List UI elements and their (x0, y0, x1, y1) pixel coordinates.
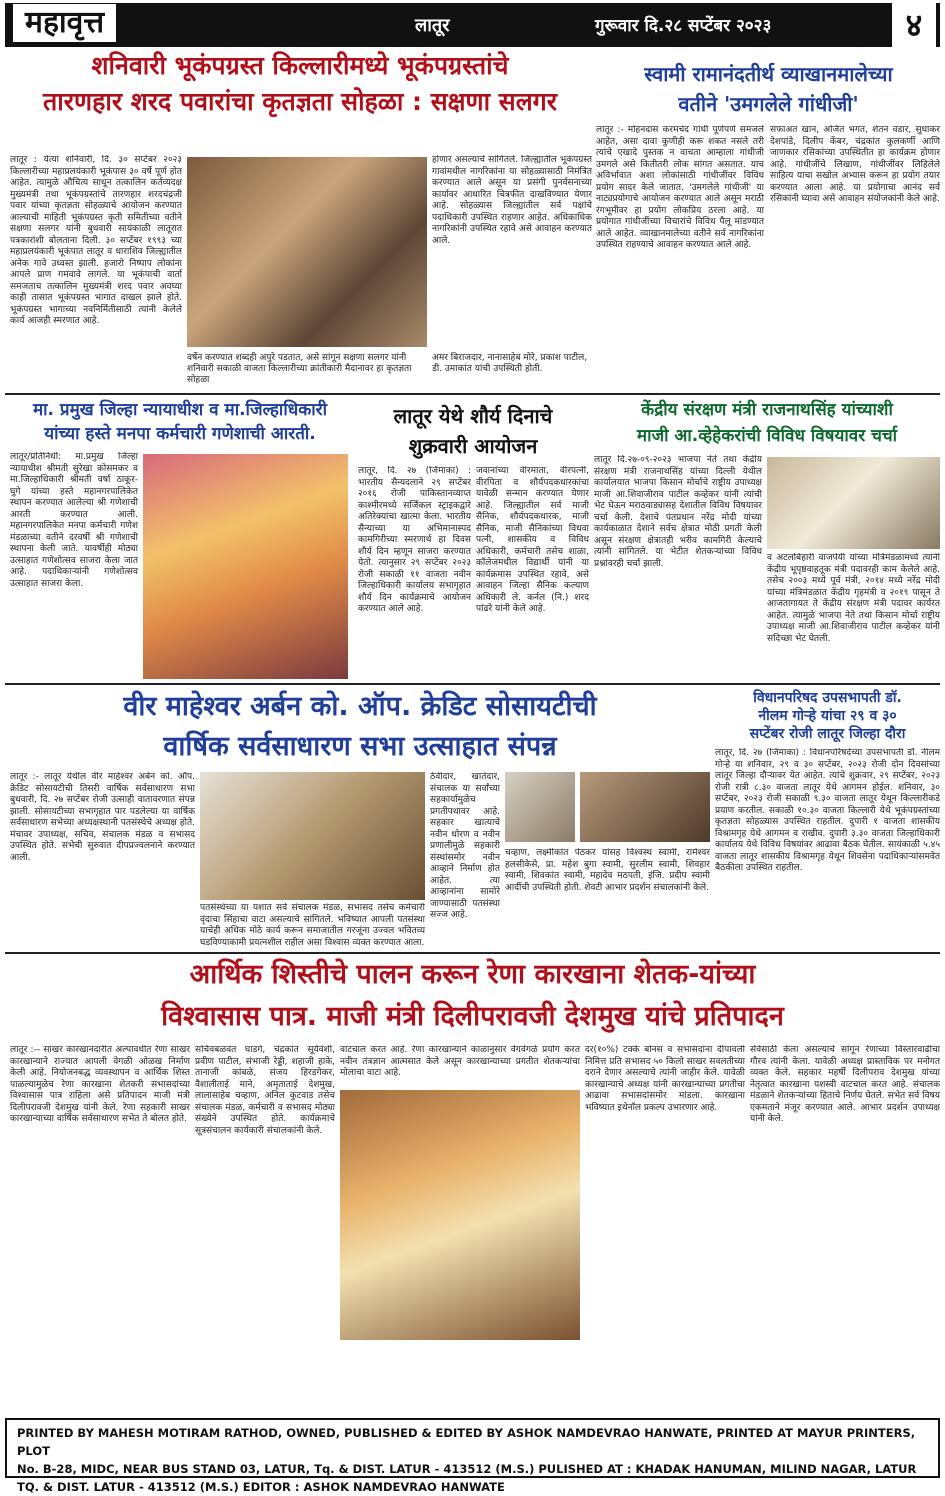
a2-body-2: सफाअत खान, अजित भगत, शेतन वडार, सुधाकर देशपांडे, दिलीप केंबर, चंद्रकांत कुलकर्णी आणि जाणकार रसिकांच्या उपस्थितीत हा कार्यक्रम होणार आहे. गांधीजींचे लिखाण, गांधीजींवर लिहिलेले साहित्य याचा सखोल अभ्यास करून हा प्रयोग तयार करण्यात आला आहे. या प्रयोगाचा आनंद सर्व रसिकांनी घ्यावा असे आवाहन संयोजकांनी केले आहे. (770, 125, 940, 204)
a4-body: लातूर, दि. २७ (जिमाका) : भारतीय सैन्यदलाने २९ सप्टेंबर २०१६ रोजी पाकिस्तानव्याप्त काश्मीरमध्ये सर्जिकल स्ट्राइकद्वारे अतिरेक्यांचा खात्मा केला. भारतीय सैन्याच्या या अभिमानास्पद कामगिरीच्या स्मरणार्थ हा दिवस शौर्य दिन म्हणून साजरा करण्यात येतो. त्यानुसार २९ सप्टेंबर २०२३ रोजी सकाळी ११ वाजता नवीन जिल्हाधिकारी कार्यालय सभागृहात शौर्य दिन कार्यक्रमाचे आयोजन करण्यात आले आहे. (358, 466, 471, 614)
a1-photo (187, 157, 427, 347)
a1-body: लातूर : येत्या शनिवारी, दि. ३० सप्टेंबर २०२३ किल्लारीच्या महाप्रलयंकारी भूकंपास ३० वर्षे पूर्ण होत आहेत. त्यामुळे औचित्य साधून तत्कालिन कर्तव्यदक्ष मुख्यमंत्री तथा भूकंपग्रस्तांचे तारणहार शरदचंद्रजी पवार यांच्या कृतज्ञता सोहळ्याचे आयोजन करण्यात आल्याची माहिती भूकंपग्रस्त कृती समितीच्या वतीने सक्षणा सलगर यांनी बुधवारी सायंकाळी लातूरात पत्रकारांशी बोलताना दिली. ३० सप्टेंबर १९९३ च्या महाप्रलयंकारी भूकंपात लातूर व धाराशिव जिल्ह्यातील अनेक गावे उध्वस्त झाली. हजारो निष्पाप लोकांना आपले प्राण गमवावे लागले. या भूकंपाची वार्ता समजताच तत्कालिन मुख्यमंत्री शरद पवार अवघ्या काही तासात भूकंपग्रस्त भागात दाखल झाले होते. भूकंपग्रस्त भागाच्या नवनिर्मितीसाठी त्यांनी केलेले कार्य आजही स्मरणात आहे. (10, 155, 182, 326)
imprint-line-1: PRINTED BY MAHESH MOTIRAM RATHOD, OWNED, PUBLISHED & EDITED BY ASHOK NAMDEVRAO HANWATE, PRINTED AT MAYUR PRINTERS, PLOT (17, 1426, 916, 1458)
a8-body-5: सेवेसाठी केला असल्याचे सांगून रेणाच्या विस्तारवाढीचा गौरव त्यांनी केला. यावेळी अध्यक्ष प्रास्ताविक पर मनोगत व्यक्त केले. सहकार महर्षी दिलीपराव देशमुख यांच्या नेतृत्वात कारखाना यशस्वी वाटचाल करत आहे. संचालक मंडळाने शेतकऱ्यांच्या हिताचे निर्णय घेतले. सभेत सर्व विषय एकमताने मंजूर करण्यात आले. आभार प्रदर्शन उपाध्यक्ष यांनी केले. (750, 1045, 940, 1124)
imprint-line-3: TQ. & DIST. LATUR - 413512 (M.S.) EDITOR : ASHOK NAMDEVRAO HANWATE (17, 1480, 505, 1494)
a6-photo-3 (580, 772, 710, 842)
a2-headline-1: स्वामी रामानंदतीर्थ व्याखानमालेच्या (644, 62, 893, 86)
a4-headline-2: शुक्रवारी आयोजन (408, 434, 538, 458)
page-number: ४ (892, 3, 936, 47)
a7-headline-1: विधानपरिषद उपसभापती डॉ. (753, 690, 902, 706)
a6-headline-2: वार्षिक सर्वसाधारण सभा उत्साहात संपन्न (163, 731, 557, 762)
a5-photo (767, 457, 940, 549)
a7-headline-3: सप्टेंबर रोजी लातूर जिल्हा दौरा (749, 726, 906, 742)
city-label: लातूर (415, 15, 450, 36)
masthead (5, 3, 940, 47)
a8-photo (340, 1090, 580, 1340)
a6-body-3: ठेवीदार, खातेदार, संचालक या सर्वांच्या सहकार्यामुळेच प्रगतीपथावर आहे. सहकार खात्याचे नवीन धोरण व नवीन प्रणालीमुळे सहकारी संस्थांसमोर नवीन आव्हाने निर्माण होत आहेत. त्या आव्हानांना सामोरे जाण्यासाठी पतसंस्था सज्ज आहे. (430, 772, 500, 920)
a2-body: लातूर :- मोहनदास करमचंद गांधी पूर्णपणे समजले आहेत, असा दावा कुणीही करू शकत नसले तरी त्यांचे एखादे पुस्तक न वाचता आम्हाला गांधीजी उमगले असे कितीतरी लोक सांगत असतात. याच अविर्भावात अशा लोकांसाठी गांधीजींवर विविध प्रयोग सादर केले जातात. 'उमगलेले गांधीजी' या नाट्यप्रयोगाचे आयोजन करण्यात आले असून मराठी रंगभूमीवर हा प्रयोग लोकप्रिय ठरला आहे. या प्रयोगात गांधीजींच्या विचारांचे विविध पैलू मांडण्यात आले आहेत. व्याखानमालेच्या वतीने सर्व नागरिकांना उपस्थित राहण्याचे आवाहन करण्यात आले आहे. (596, 125, 764, 250)
a6-photo-1 (200, 772, 425, 900)
a5-headline-1: केंद्रीय संरक्षण मंत्री राजनाथसिंह यांच्याशी (641, 400, 893, 420)
a3-headline-2: यांच्या हस्ते मनपा कर्मचारी गणेशाची आरती. (44, 424, 316, 444)
imprint-footer (5, 1418, 940, 1494)
a8-headline-2: विश्वासास पात्र. माजी मंत्री दिलीपरावजी देशमुख यांचे प्रतिपादन (161, 1001, 784, 1032)
a1-caption-2: अमर बिराजदार, नानासाहेब मोरे, प्रकाश पाटील, डी. उमाकांत यांची उपस्थिती होती. (432, 353, 588, 374)
a8-body-3: वाटचाल करत आहे. रेणा कारखान्याने काळानुसार वेगवेगळे प्रयोग करत नवीन तंत्रज्ञान आत्मसात केले असून कारखान्याच्या प्रगतीत शेतकऱ्यांचा मोलाचा वाटा आहे. (340, 1045, 580, 1078)
divider (5, 952, 940, 954)
a6-body-2: पतसंस्थेच्या या यशात सर्व संचालक मंडळ, सभासद तसेच कर्मचारी वृंदाचा सिंहाचा वाटा असल्याचे सांगितले. भविष्यात आपली पतसंस्था याचेही अधिक मोठे कार्य करून समाजातील गरजूंना उज्वल भवितव्य घडविण्याकामी प्रयत्नशील राहील असा विश्वास व्यक्त करण्यात आला. (200, 903, 425, 948)
a7-body: लातूर, दि. २७ (जिमाका) : विधानपरिषदेच्या उपसभापती डॉ. नीलम गोऱ्हे या शनिवार, २९ व ३० सप्टेंबर, २०२३ रोजी दोन दिवसांच्या लातूर जिल्हा दौऱ्यावर येत आहेत. त्यांचे शुक्रवार, २९ सप्टेंबर, २०२३ रोजी रात्री ८.३० वाजता लातूर येथे आगमन होईल. शनिवार, ३० सप्टेंबर, २०२३ रोजी सकाळी ९.३० वाजता लातूर येथून किल्लारीकडे प्रयाण करतील. सकाळी १०.३० वाजता किल्लारी येथे भूकंपग्रस्तांच्या कृतज्ञता सोहळ्यास उपस्थित राहतील. दुपारी १ वाजता शासकीय विश्रामगृह येथे आगमन व राखीव. दुपारी ३.३० वाजता जिल्हाधिकारी कार्यालय येथे विविध विषयांवर आढावा बैठक घेतील. सायंकाळी ५.४५ वाजता लातूर शासकीय विश्रामगृह येथून शिवसेना पदाधिकाऱ्यांसमवेत बैठकीला उपस्थित राहतील. (715, 748, 940, 873)
a1-headline-1: शनिवारी भूकंपग्रस्त किल्लारीमध्ये भूकंपग्रस्तांचे (91, 51, 509, 80)
a1-body-2: होणार असल्याचे सांगितले. जिल्ह्यातील भूकंपग्रस्त गावांमधील नागरिकांना या सोहळ्यासाठी निमंत्रित करण्यात आले असून या प्रसंगी पुनर्वसनाच्या कार्यावर आधारित चित्रफीत दाखविण्यात येणार आहे. सोहळ्यास जिल्ह्यातील सर्व पक्षांचे पदाधिकारी उपस्थित राहणार आहेत. अधिकाधिक नागरिकांनी उपस्थित रहावे असे आवाहन करण्यात आले. (432, 155, 592, 246)
divider (5, 683, 940, 685)
a8-headline-1: आर्थिक शिस्तीचे पालन करून रेणा कारखाना शेतक-यांच्या (189, 959, 756, 990)
a6-body-4: चव्हाण, लक्ष्मीकांत पेठकर यांसह विश्वस्थ स्वामी, रामेश्वर हलसीकेसे, प्रा. महेश बुगा स्वामी, सुरलीम स्वामी, शिवहार स्वामी, शिवकांत स्वामी, महादेव मठपती, इंजि. प्रदीप स्वामी आदींची उपस्थिती होती. शेवटी आभार प्रदर्शन संचालकांनी केले. (505, 848, 710, 893)
a8-body-4: दर(१०%) टक्के बोनस व सभासदांना दीपावली निमित्त प्रति सभासद ५० किलो साखर सवलतीच्या दराने देणार असल्याचे त्यांनी जाहीर केले. यावेळी कारखान्याचे अध्यक्ष यांनी कारखान्याच्या प्रगतीचा आढावा सभासदांसमोर मांडला. कारखाना भविष्यात इथेनॉल प्रकल्प उभारणार आहे. (585, 1045, 745, 1113)
a7-headline-2: नीलम गोऱ्हे यांचा २९ व ३० (758, 708, 897, 724)
a8-body-2: सचिवबळवंत घाडगे, चंद्रकांत सूर्यवंशी, प्रवीण पाटील, संभाजी रेड्डी, शहाजी हाके, तानाजी कांबळे, संजय हिरडगेकर, वैशालीताई माने, अमृताताई देशमुख, लालासाहेब चव्हाण, अनिल कुटवाड तसेच संचालक मंडळ, कर्मचारी व सभासद मोठ्या संख्येने उपस्थित होते. कार्यक्रमाचे सूत्रसंचालन कार्यकारी संचालकांनी केले. (195, 1045, 335, 1136)
a6-photo-2 (505, 772, 575, 842)
a3-headline-1: मा. प्रमुख जिल्हा न्यायाधीश व मा.जिल्हाधिकारी (32, 400, 328, 420)
a5-body: लातूर दि.२७-०९-२०२३ भाजपा नेते तथा केंद्रीय संरक्षण मंत्री राजनाथसिंह यांच्या दिल्ली येथील कार्यालयात भाजपा किसान मोर्चाचे राष्ट्रीय उपाध्यक्ष माजी आ.शिवाजीराव पाटील कव्हेकर यांनी त्यांची भेट घेऊन मराठवाड्यासह देशातील विविध विषयावर चर्चा केली. देशाचे पंतप्रधान नरेंद्र मोदी यांच्या कार्यकाळात देशाने सर्वच क्षेत्रात मोठी प्रगती केली असून संरक्षण क्षेत्रातही भरीव कामगिरी केल्याचे त्यांनी सांगितले. या भेटीत शेतकऱ्यांच्या विविध प्रश्नांवरही चर्चा झाली. (594, 455, 762, 569)
a5-body-2: व अटलबिहारी वाजपेयी यांच्या मंत्रिमंडळामध्ये त्यांनी केंद्रीय भूपृष्ठवाहतूक मंत्री पदावरही काम केलेले आहे. तसेच २००३ मध्ये पूर्व मंत्री, २०१४ मध्ये नरेंद्र मोदी यांच्या मंत्रिमंडळात केंद्रीय गृहमंत्री व २०१९ पासून ते आजतागायत ते केंद्रीय संरक्षण मंत्री पदावर कार्यरत आहेत. त्यामुळे भाजपा नेते तथा किसान मोर्चा राष्ट्रीय उपाध्यक्ष माजी आ.शिवाजीराव पाटील कव्हेकर यांनी सदिच्छा भेट घेतली. (767, 553, 940, 644)
a5-headline-2: माजी आ.व्हेहेकरांची विविध विषयावर चर्चा (636, 426, 898, 446)
issue-date: गुरूवार दि.२८ सप्टेंबर २०२३ (595, 16, 772, 36)
a6-headline-1: वीर माहेश्वर अर्बन को. ऑप. क्रेडिट सोसायटीची (123, 691, 597, 722)
imprint-line-2: No. B-28, MIDC, NEAR BUS STAND 03, LATUR, Tq. & DIST. LATUR - 413512 (M.S.) PULISHED AT : KHADAK HANUMAN, MILIND NAGAR, LATUR (17, 1462, 917, 1476)
a1-headline-2: तारणहार शरद पवारांचा कृतज्ञता सोहळा : सक्षणा सलगर (43, 87, 557, 116)
a3-photo (143, 454, 348, 679)
a2-headline-2: वतीने 'उमगलेले गांधीजी' (678, 92, 859, 116)
a4-headline-1: लातूर येथे शौर्य दिनाचे (393, 404, 553, 428)
a8-body: लातूर :-- साखर कारखानदारीत अल्पावधीत रेणा साखर कारखान्याने राज्यात आपली वेगळी ओळख निर्माण केली आहे. नियोजनबद्ध व्यवस्थापन व आर्थिक शिस्त पाळल्यामुळेच रेणा कारखाना शेतकरी सभासदांच्या विश्वासास पात्र राहिला असे प्रतिपादन माजी मंत्री दिलीपरावजी देशमुख यांनी केले. रेणा सहकारी साखर कारखान्याच्या वार्षिक सर्वसाधारण सभेत ते बोलत होते. (10, 1045, 190, 1124)
divider (5, 393, 940, 395)
a4-body-2: जवानांच्या वीरमाता, वीरपत्नी, वीरपिता व शौर्यपदकधारकांचा यावेळी सन्मान करण्यात येणार आहे. जिल्ह्यातील सर्व माजी सैनिक, शौर्यपदकधारक, माजी सैनिक, माजी सैनिकांच्या विधवा पत्नी, शासकीय व विविध अधिकारी, कर्मचारी तसेच शाळा, कॉलेजमधील विद्यार्थी यांनी या कार्यक्रमास उपस्थित रहावे, असे आवाहन जिल्हा सैनिक कल्याण अधिकारी ले. कर्नल (नि.) शरद पांढरे यांनी केले आहे. (476, 466, 589, 614)
a6-body: लातूर :- लातूर येथील वीर माहेश्वर अर्बन को. ऑप. क्रेडिट सोसायटीची तिसरी वार्षिक सर्वसाधारण सभा बुधवारी, दि. २७ सप्टेंबर रोजी उत्साही वातावरणात संपन्न झाली. सोसायटीच्या सभागृहात पार पडलेल्या या वार्षिक सर्वसाधारण सभेच्या अध्यक्षस्थानी पतसंस्थेचे अध्यक्ष होते. मंचावर उपाध्यक्ष, सचिव, संचालक मंडळ व सभासद उपस्थित होते. सभेची सुरुवात दीपप्रज्वलनाने करण्यात आली. (10, 772, 195, 863)
a3-body: लातूर/प्रतिनिधी: मा.प्रमुख जिल्हा न्यायाधीश श्रीमती सुरेखा कोसमकर व मा.जिल्हाधिकारी श्रीमती वर्षा ठाकूर-घुगे यांच्या हस्ते महानगरपालिकेत स्थापन करण्यात आलेल्या श्री गणेशाची आरती करण्यात आली. महानगरपालिकेत मनपा कर्मचारी गणेश मंडळाच्या वतीने दरवर्षी श्री गणेशाची स्थापना केली जाते. यावर्षीही मोठ्या उत्साहात गणेशोत्सव साजरा केला जात आहे. पदाधिकाऱ्यांनी गणेशोत्सव उत्साहात साजरा केला. (10, 452, 138, 589)
a1-caption: वर्षेन करण्यात शब्दही अपुरे पडतात, असे सांगून सक्षणा सलगर यांनी शनिवारी सकाळी वाजता किल्लारीच्या क्रांतीकारी मैदानावर हा कृतज्ञता सोहळा (187, 353, 412, 385)
paper-name: महावृत्त (13, 4, 116, 42)
